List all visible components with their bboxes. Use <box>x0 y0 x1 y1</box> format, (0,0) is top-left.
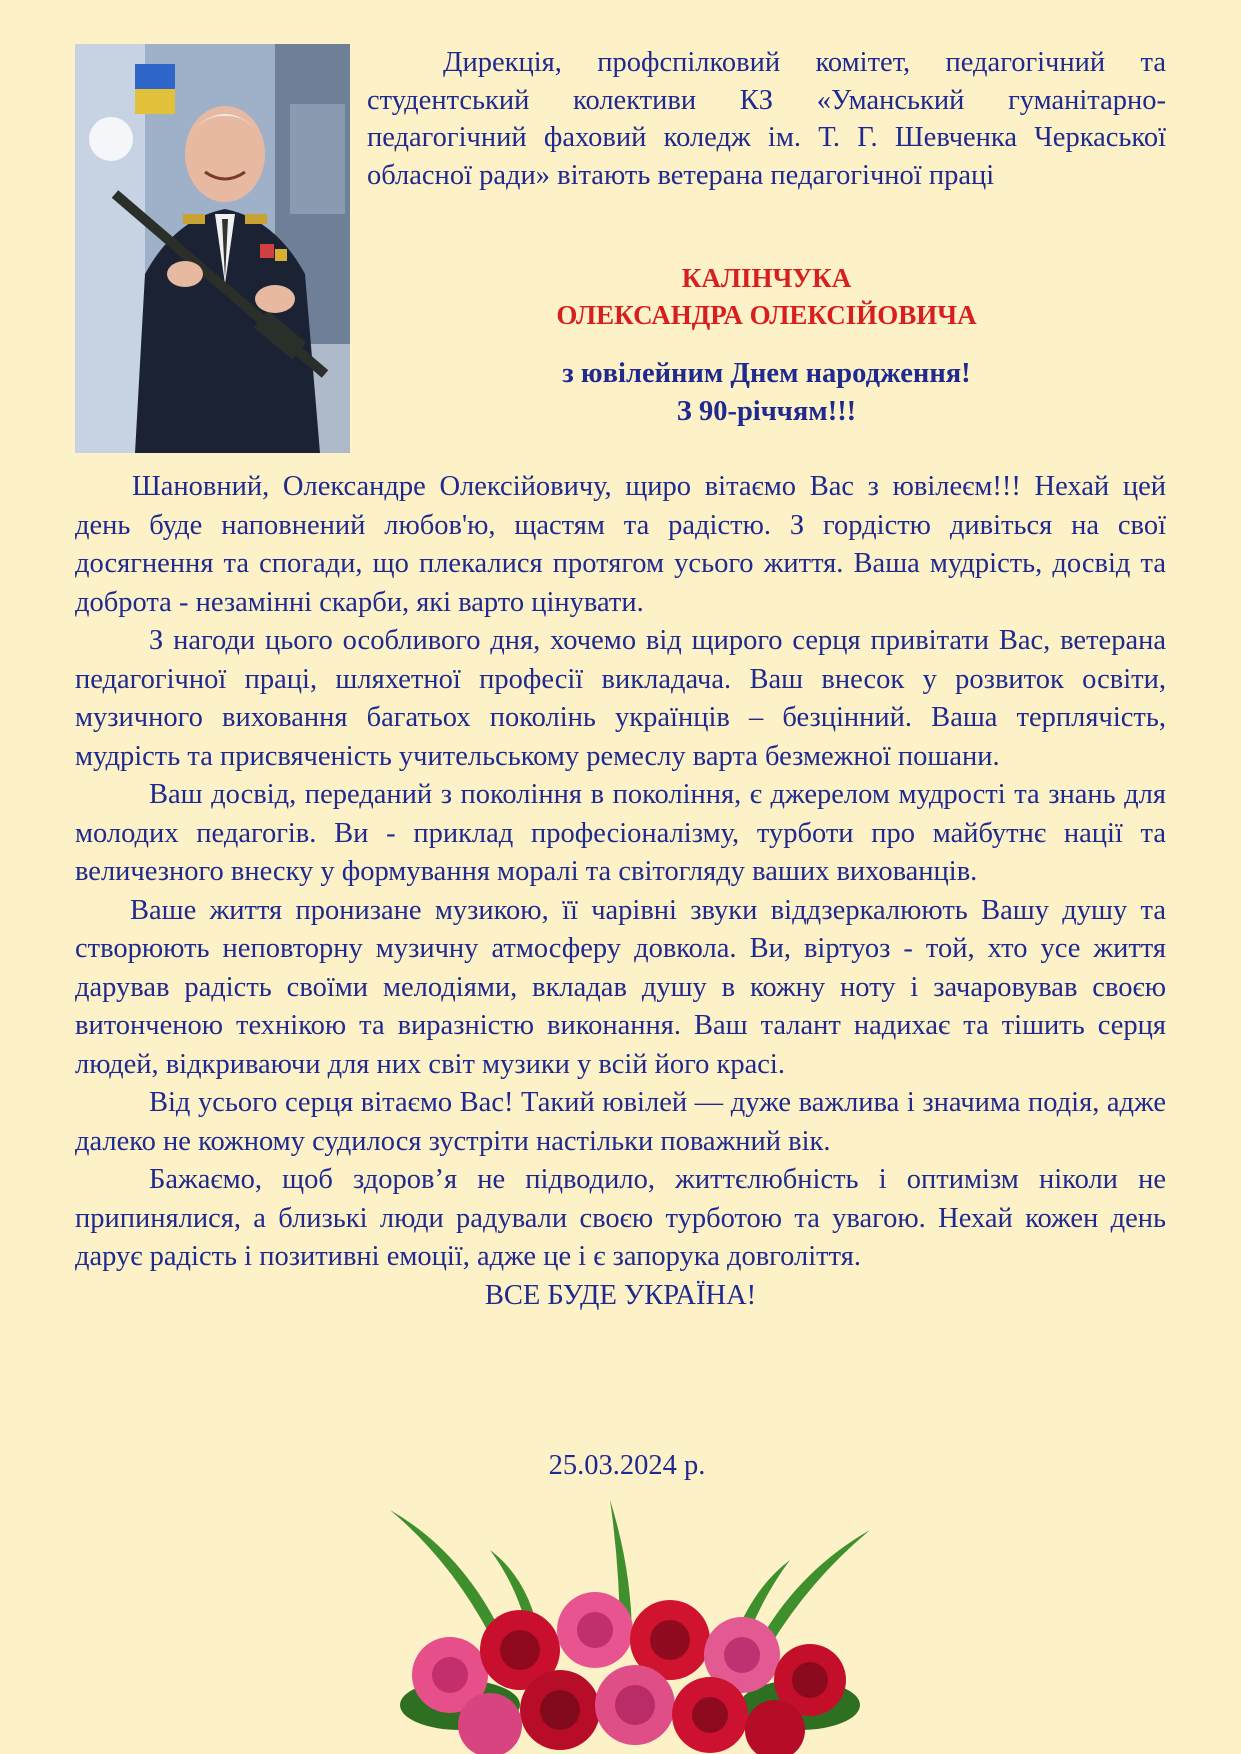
greeting-line-1: з ювілейним Днем народження! <box>562 358 971 389</box>
paragraph: Шановний, Олександре Олексійовичу, щиро вітаємо Вас з ювілеєм!!! Нехай цей день буде наповнений любов'ю, щастям та радістю. З гордістю дивіться на свої досягнення та спогади, що плекалися протягом усього життя. Ваша мудрість, досвід та доброта - незамінні скарби, які варто цінувати. <box>75 471 1166 618</box>
paragraph: З нагоди цього особливого дня, хочемо від щирого серця привітати Вас, ветерана педагогічної праці, шляхетної професії викладача. Ваш внесок у розвиток освіти, музичного виховання багатьох поколінь українців – безцінний. Ваша терплячість, мудрість та присвяченість учительському ремеслу варта безмежної пошани. <box>75 625 1166 772</box>
motto: ВСЕ БУДЕ УКРАЇНА! <box>484 1279 757 1311</box>
letter-body <box>75 468 1166 1315</box>
intro-text: Дирекція, профспілковий комітет, педагогічний та студентський колективи КЗ «Уманський гуманітарно-педагогічний фаховий коледж ім. Т. Г. Шевченка Черкаської обласної ради» вітають ветерана педагогічної праці <box>367 47 1166 191</box>
roses-bouquet-image <box>370 1490 890 1754</box>
greeting-line-2: З 90-річчям!!! <box>676 396 857 427</box>
honoree-surname: КАЛІНЧУКА <box>681 263 852 293</box>
letter-date: 25.03.2024 р. <box>548 1450 706 1481</box>
paragraph: Ваш досвід, переданий з покоління в покоління, є джерелом мудрості та знань для молодих педагогів. Ви - приклад професіоналізму, турботи про майбутнє нації та величезного внеску у формування моралі та світогляду ваших вихованців. <box>75 779 1166 887</box>
honoree-name-patronymic: ОЛЕКСАНДРА ОЛЕКСІЙОВИЧА <box>556 300 977 330</box>
honoree-photo <box>75 44 350 453</box>
honoree-name <box>367 260 1166 334</box>
paragraph: Від усього серця вітаємо Вас! Такий ювілей — дуже важлива і значима подія, адже далеко не кожному судилося зустріти настільки поважний вік. <box>75 1087 1166 1157</box>
paragraph: Ваше життя пронизане музикою, її чарівні звуки віддзеркалюють Вашу душу та створюють неповторну музичну атмосферу довкола. Ви, віртуоз - той, хто усе життя дарував радість своїми мелодіями, вкладав душу в кожну ноту і зачаровував своєю витонченою технікою та виразністю виконання. Ваш талант надихає та тішить серця людей, відкриваючи для них світ музики у всій його красі. <box>75 894 1166 1080</box>
paragraph: Бажаємо, щоб здоров’я не підводило, життєлюбність і оптимізм ніколи не припинялися, а близькі люди радували своєю турботою та увагою. Нехай кожен день дарує радість і позитивні емоції, адже це і є запорука довголіття. <box>75 1164 1166 1272</box>
jubilee-greeting <box>367 355 1166 431</box>
